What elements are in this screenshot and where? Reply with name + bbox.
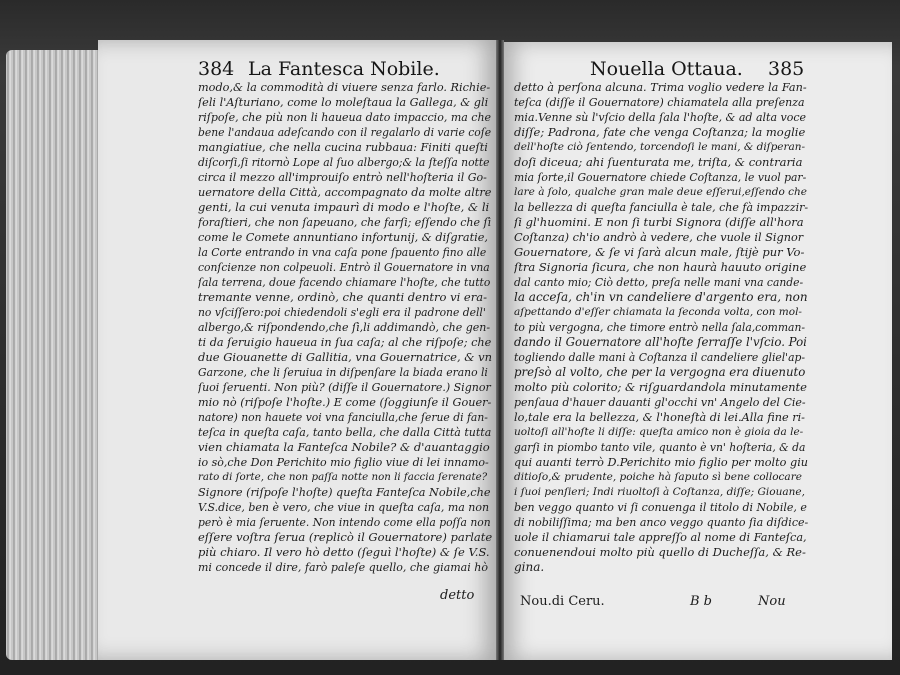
text-line: ſi gl'huomini. E non ſi turbi Signora (diſſe all'hora xyxy=(514,215,804,229)
text-line: genti, la cui venuta impaurì di modo e l'hoſte, & li xyxy=(198,200,490,214)
right-page-number: 385 xyxy=(768,58,805,80)
text-line: gina. xyxy=(514,560,545,574)
text-line: detto à perſona alcuna. Trima voglio vedere la Fan- xyxy=(514,81,807,94)
text-line: riſpoſe, che più non li haueua dato impaccio, ma che xyxy=(198,111,492,124)
text-line: come le Comete annuntiano infortunij, & diſgratie, xyxy=(198,231,488,244)
text-line: ti da ſeruigio haueua in ſua caſa; al che riſpoſe; che xyxy=(198,336,492,349)
text-line: circa il mezzo all'improuiſo entrò nell'hoſteria il Go- xyxy=(198,171,487,184)
text-line: bene l'andaua adeſcando con il regalarlo di varie coſe xyxy=(198,126,492,139)
text-line: mangiatiue, che nella cucina rubbaua: Finiti queſti xyxy=(198,141,488,154)
text-line: diſſe; Padrona, fate che venga Coſtanza; la moglie xyxy=(514,125,806,139)
text-line: la Corte entrando in vna caſa pone ſpauento fino alle xyxy=(198,246,487,259)
text-line: conuenendoui molto più quello di Ducheſſa, & Re- xyxy=(514,545,806,559)
left-running-title: La Fantesca Nobile. xyxy=(248,58,440,80)
left-body-text xyxy=(198,80,492,575)
text-line: mia.Venne sù l'vſcio della ſala l'hoſte, & ad alta voce xyxy=(514,111,807,124)
right-body-text xyxy=(514,80,808,575)
text-line: teſca (diſſe il Gouernatore) chiamatela alla preſenza xyxy=(514,96,805,109)
text-line: conſcienze non colpeuoli. Entrò il Gouernatore in vna xyxy=(198,261,490,274)
text-line: teſca in queſta caſa, tanto bella, che dalla Città tutta xyxy=(198,426,492,439)
text-line: dell'hoſte ciò ſentendo, torcendoſi le mani, & diſperan- xyxy=(514,141,806,153)
text-line: togliendo dalle mani à Coſtanza il candeliere gliel'ap- xyxy=(514,351,806,364)
right-signature-mark: B b xyxy=(690,594,713,609)
text-line: ben veggo quanto vi ſi conuenga il titolo di Nobile, e xyxy=(514,501,807,514)
text-line: eſſere voſtra ſerua (replicò il Gouernatore) parlate xyxy=(198,530,492,544)
right-footer-note: Nou.di Ceru. xyxy=(520,594,605,609)
text-line: modo,& la commodità di viuere senza farlo. Richie- xyxy=(198,81,491,94)
text-line: albergo,& riſpondendo,che ſì,li addimandò, che gen- xyxy=(198,321,491,334)
book-gutter xyxy=(496,40,504,660)
text-line: ſtra Signoria ſicura, che non haurà hauuto origine xyxy=(514,260,807,274)
text-line: diſcorſi,ſi ritornò Lope al ſuo albergo;& la ſteſſa notte xyxy=(198,156,490,169)
text-line: doſi diceua; ahi ſuenturata me, triſta, & contraria xyxy=(514,155,803,169)
right-running-title: Nouella Ottaua. xyxy=(590,58,743,80)
text-line: la bellezza di queſta fanciulla è tale, che fà impazzir- xyxy=(514,201,808,214)
text-line: mia ſorte,il Gouernatore chiede Coſtanza, le vuol par- xyxy=(514,171,807,184)
text-line: dando il Gouernatore all'hoſte ſerraſſe l'vſcio. Poi xyxy=(514,335,807,349)
text-line: più chiaro. Il vero hò detto (ſeguì l'hoſte) & ſe V.S. xyxy=(198,545,490,559)
text-line: lare à ſolo, qualche gran male deue eſſerui,eſſendo che xyxy=(514,186,808,198)
text-line: to più vergogna, che timore entrò nella ſala,comman- xyxy=(514,321,806,334)
right-catchword: Nou xyxy=(758,594,786,609)
text-line: V.S.dice, ben è vero, che viue in queſta caſa, ma non xyxy=(198,501,490,514)
text-line: mi concede il dire, farò paleſe quello, che giamai hò xyxy=(198,561,488,574)
left-page-number: 384 xyxy=(198,58,235,80)
left-catchword: detto xyxy=(440,588,475,603)
text-line: tremante venne, ordinò, che quanti dentro vi era- xyxy=(198,290,487,304)
text-line: io sò,che Don Perichito mio figlio viue di lei innamo- xyxy=(198,456,489,469)
text-line: molto più colorito; & riſguardandola minutamente xyxy=(514,380,807,394)
text-line: rato di ſorte, che non paſſa notte non li faccia ſerenate? xyxy=(198,471,488,483)
text-line: dal canto mio; Ciò detto, preſa nelle mani vna cande- xyxy=(514,276,804,289)
text-line: Garzone, che li ſeruiua in diſpenſare la biada erano li xyxy=(198,366,488,379)
book-page-edges xyxy=(6,50,106,660)
text-line: ditioſo,& prudente, poiche hà ſaputo sì bene collocare xyxy=(514,471,802,483)
text-line: uole il chiamarui tale appreſſo al nome di Fanteſca, xyxy=(514,531,807,544)
text-line: ſeli l'Aſturiano, come lo moleſtaua la Gallega, & gli xyxy=(198,96,489,109)
text-line: aſpettando d'eſſer chiamata la ſeconda volta, con mol- xyxy=(514,306,802,318)
text-line: Gouernatore, & ſe vi ſarà alcun male, ſtijè pur Vo- xyxy=(514,245,805,259)
text-line: foraſtieri, che non ſapeuano, che farſi; eſſendo che ſì xyxy=(198,216,492,229)
text-line: natore) non hauete voi vna fanciulla,che ſerue di fan- xyxy=(198,411,488,424)
text-line: qui auanti terrò D.Perichito mio figlio per molto giu xyxy=(514,456,808,469)
text-line: preſsò al volto, che per la vergogna era diuenuto xyxy=(514,365,806,379)
text-line: ſuoi ſeruenti. Non più? (diſſe il Gouernatore.) Signor xyxy=(198,381,491,394)
text-line: i ſuoi penſieri; Indi riuoltoſi à Coſtanza, diſſe; Giouane, xyxy=(514,486,805,498)
text-line: garſi in piombo tanto vile, quanto è vn' hoſteria, & da xyxy=(514,441,806,454)
text-line: penſaua d'hauer dauanti gl'occhi vn' Angelo del Cie- xyxy=(514,396,806,409)
text-line: vien chiamata la Fanteſca Nobile? & d'auantaggio xyxy=(198,440,490,454)
text-line: no vſciſſero:poi chiedendoli s'egli era il padrone dell' xyxy=(198,306,486,319)
text-line: uoltoſi all'hoſte li diſſe: queſta amico non è gioia da le- xyxy=(514,426,804,438)
text-line: però è mia ſeruente. Non intendo come ella poſſa non xyxy=(198,516,491,529)
text-line: di nobiliſſima; ma ben anco veggo quanto ſia diſdice- xyxy=(514,516,808,529)
text-line: lo,tale era la bellezza, & l'honeſtà di lei.Alla fine ri- xyxy=(514,411,805,424)
text-line: ſala terrena, doue facendo chiamare l'hoſte, che tutto xyxy=(198,276,491,289)
text-line: mio nò (riſpoſe l'hoſte.) E come (ſoggiunſe il Gouer- xyxy=(198,396,492,409)
text-line: Coſtanza) ch'io andrò à vedere, che vuole il Signor xyxy=(514,231,804,244)
text-line: Signore (riſpoſe l'hoſte) queſta Fanteſca Nobile,che xyxy=(198,486,491,499)
text-line: due Giouanette di Gallitia, vna Gouernatrice, & vn xyxy=(198,350,492,364)
text-line: uernatore della Città, accompagnato da molte altre xyxy=(198,186,492,199)
text-line: la acceſa, ch'in vn candeliere d'argento era, non xyxy=(514,290,808,304)
